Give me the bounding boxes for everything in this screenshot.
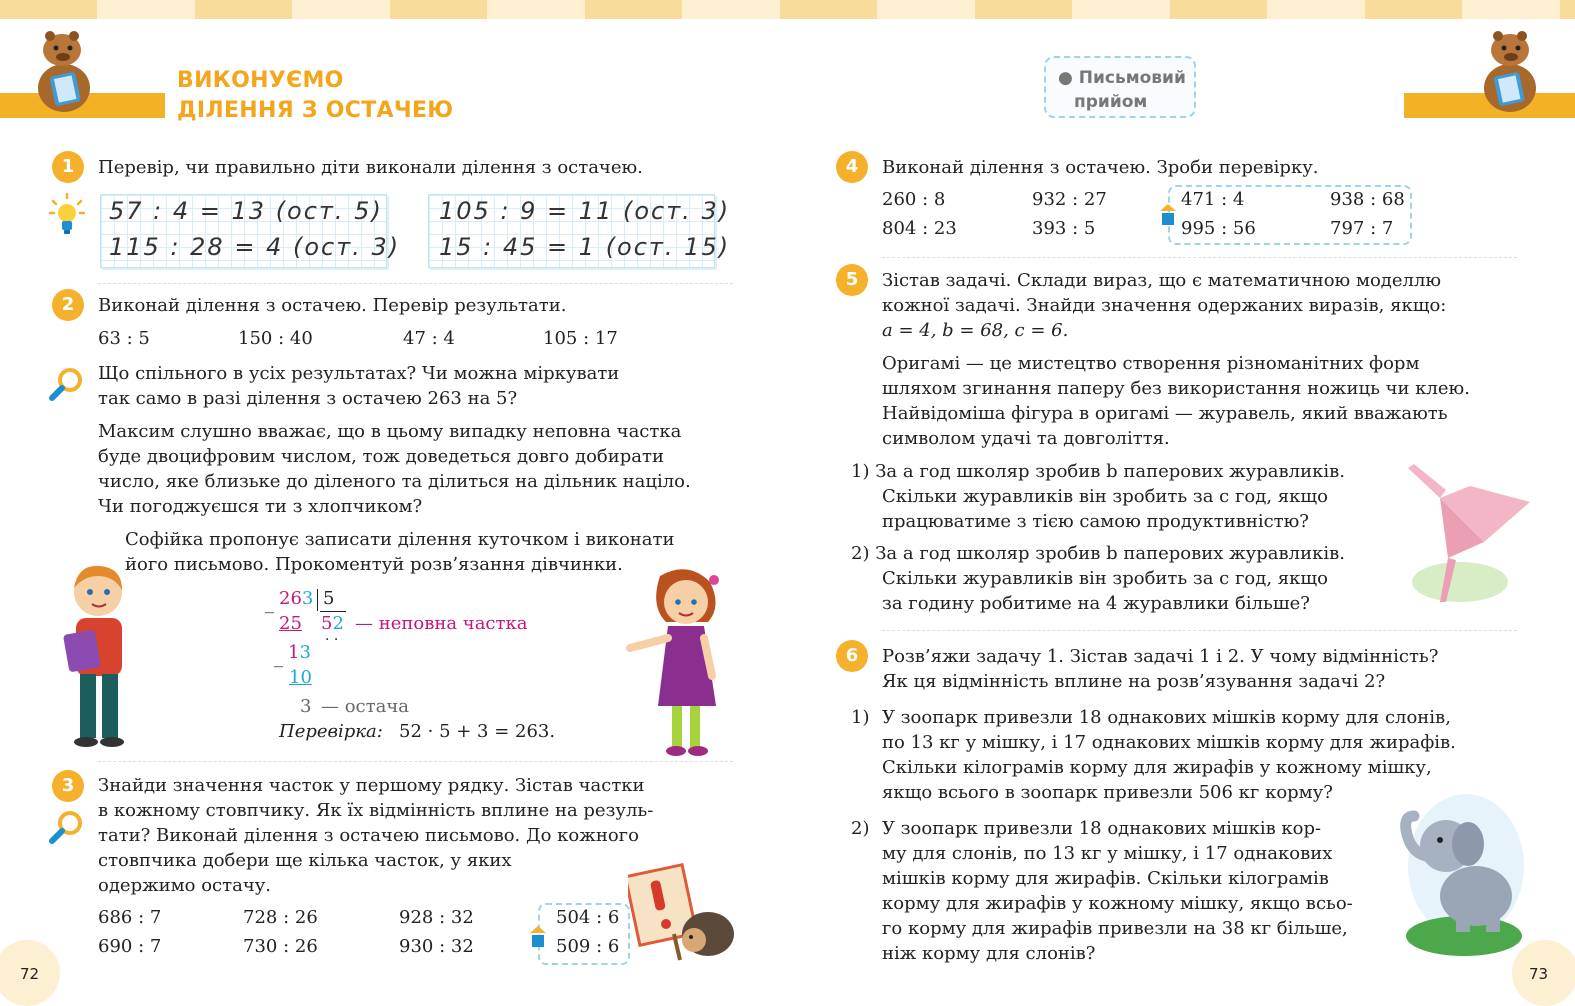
girl-sofiika-illustration	[622, 566, 732, 758]
subtrahend-1: 25	[279, 613, 302, 634]
remainder-1-digit-a: 1	[288, 642, 300, 663]
capybara-reading-illustration-right	[1476, 28, 1544, 114]
task-2-expr-4: 105 : 17	[543, 328, 618, 349]
task-6-number: 6	[836, 640, 868, 672]
task-5-number: 5	[836, 264, 868, 296]
remainder-1	[288, 640, 311, 665]
method-tag-line2: прийом	[1074, 92, 1148, 112]
task-4-box-expr-4: 797 : 7	[1330, 218, 1394, 239]
task-2-expr-2: 150 : 40	[238, 328, 313, 349]
task-2-para-2-line-2: його письмово. Прокоментуй розв’язання дівчинки.	[125, 554, 623, 575]
dividend	[279, 586, 313, 611]
task-6-problem-2-line-6: ніж корму для слонів?	[882, 943, 1096, 964]
page-number-right-badge	[1512, 940, 1575, 1006]
house-marker-icon-2	[1160, 204, 1176, 226]
task-4-number: 4	[836, 151, 868, 183]
task-5-problem-1-line-3: працюватиме з тією самою продуктивністю?	[882, 511, 1309, 532]
minus-sign-2: _	[274, 647, 283, 668]
worked-example-card-1	[100, 194, 401, 268]
task-3-row2-expr-1: 690 : 7	[98, 936, 162, 957]
long-division	[265, 585, 565, 750]
remainder-label: — остача	[321, 696, 409, 717]
remainder-1-digit-b: 3	[299, 642, 311, 663]
task-2-para-1-line-1: Максим слушно вважає, що в цьому випадку неповна частка	[98, 421, 682, 442]
boy-maksym-illustration	[58, 562, 138, 752]
task-5-problem-2-line-3: за годину робитиме на 4 журавлики більше?	[882, 593, 1310, 614]
task-5-values: a = 4, b = 68, c = 6.	[882, 320, 1069, 341]
task-1-number: 1	[52, 151, 84, 183]
separator-3	[882, 257, 1517, 259]
task-4-box-expr-3: 995 : 56	[1181, 218, 1256, 239]
task-2-expr-1: 63 : 5	[98, 328, 150, 349]
task-3-line-1: Знайди значення часток у першому рядку. Зістав частки	[98, 775, 645, 796]
task-3-box-expr-1: 504 : 6	[556, 907, 620, 928]
separator	[98, 283, 733, 285]
task-6-problem-2-number: 2)	[851, 818, 870, 839]
subtrahend-2: 10	[289, 667, 312, 688]
incomplete-quotient-label: — неповна частка	[355, 613, 528, 634]
quotient-digit-1: 5	[321, 613, 333, 634]
task-4-box-expr-1: 471 : 4	[1181, 189, 1245, 210]
task-6-problem-2-line-5: го корму для жирафів привезли на 38 кг більше,	[882, 918, 1348, 939]
card-1-line-2: 115 : 28 = 4 (ост. 3)	[109, 233, 401, 261]
task-2-text: Виконай ділення з остачею. Перевір результати.	[98, 295, 567, 316]
magnifier-icon-2	[49, 809, 85, 845]
task-4-text: Виконай ділення з остачею. Зроби перевірку.	[882, 157, 1319, 178]
task-5-problem-1-line-1: 1) За a год школяр зробив b паперових журавликів.	[851, 461, 1345, 482]
card-1-line-1: 57 : 4 = 13 (ост. 5)	[109, 197, 383, 225]
minus-sign: _	[265, 593, 274, 614]
task-2-number: 2	[52, 289, 84, 321]
task-5-line-1: Зістав задачі. Склади вираз, що є математичною моделлю	[882, 270, 1442, 291]
task-1-text: Перевір, чи правильно діти виконали ділення з остачею.	[98, 157, 643, 178]
worked-example-card-2	[428, 194, 731, 268]
task-6-line-1: Розв’яжи задачу 1. Зістав задачі 1 і 2. У чому відмінність?	[882, 646, 1439, 667]
task-5-problem-2-line-2: Скільки журавликів він зробить за c год, якщо	[882, 568, 1328, 589]
task-4-row2-expr-1: 804 : 23	[882, 218, 957, 239]
task-2-para-1-line-4: Чи погоджуєшся ти з хлопчиком?	[98, 496, 423, 517]
task-3-number: 3	[52, 770, 84, 802]
quotient-digit-2: 2	[332, 613, 344, 634]
task-6-problem-1-number: 1)	[851, 707, 870, 728]
task-3-box-expr-2: 509 : 6	[556, 936, 620, 957]
card-2-line-2: 15 : 45 = 1 (ост. 15)	[439, 233, 731, 261]
check-expression: 52 · 5 + 3 = 263.	[399, 721, 556, 742]
origami-info-line-1: Оригамі — це мистецтво створення різноманітних форм	[882, 353, 1420, 374]
task-5-problem-2-line-1: 2) За a год школяр зробив b паперових журавликів.	[851, 543, 1345, 564]
task-2-para-1-line-3: число, яке близьке до діленого та ділиться на дільник націло.	[98, 471, 691, 492]
lesson-title	[177, 66, 453, 126]
task-3-row2-expr-2: 730 : 26	[243, 936, 318, 957]
page-number-left: 72	[20, 965, 40, 983]
dividend-part-a: 26	[279, 588, 302, 609]
task-6-line-2: Як ця відмінність вплине на розв’язування задачі 2?	[882, 671, 1386, 692]
method-tag-line1: ● Письмовий	[1058, 68, 1186, 88]
task-2-para-2-line-1: Софійка пропонує записати ділення куточком і виконати	[125, 529, 675, 550]
task-5-line-2: кожної задачі. Знайди значення одержаних виразів, якщо:	[882, 295, 1447, 316]
task-5-problem-1-line-2: Скільки журавликів він зробить за c год, якщо	[882, 486, 1328, 507]
card-2-line-1: 105 : 9 = 11 (ост. 3)	[439, 197, 731, 225]
divisor: 5	[323, 588, 335, 609]
task-4-box-expr-2: 938 : 68	[1330, 189, 1405, 210]
dividend-part-b: 3	[301, 588, 314, 609]
task-6-problem-1-line-4: якщо всього в зоопарк привезли 506 кг корму?	[882, 782, 1333, 803]
task-6-problem-2-line-1: У зоопарк привезли 18 однакових мішків кор-	[882, 818, 1322, 839]
task-4-row2-expr-2: 393 : 5	[1032, 218, 1096, 239]
task-3-row1-expr-3: 928 : 32	[399, 907, 474, 928]
task-6-problem-2-line-4: корму для жирафів у кожному мішку, якщо всьо-	[882, 893, 1353, 914]
task-3-line-5: одержимо остачу.	[98, 875, 272, 896]
task-6-problem-1-line-1: У зоопарк привезли 18 однакових мішків корму для слонів,	[882, 707, 1451, 728]
house-marker-icon	[530, 926, 546, 948]
lightbulb-icon	[49, 193, 85, 237]
task-3-line-2: в кожному стовпчику. Як їх відмінність вплине на резуль-	[98, 800, 654, 821]
hedgehog-warning-sign-illustration	[628, 862, 736, 962]
task-6-problem-2-line-3: мішків корму для жирафів. Скільки кілограмів	[882, 868, 1329, 889]
lesson-title-line1: ВИКОНУЄМО	[177, 68, 344, 93]
method-tag	[1044, 56, 1196, 118]
task-2-expr-3: 47 : 4	[403, 328, 455, 349]
task-6-problem-2-line-2: му для слонів, по 13 кг у мішку, і 17 однакових	[882, 843, 1333, 864]
task-3-row1-expr-2: 728 : 26	[243, 907, 318, 928]
division-bar-vertical	[317, 589, 318, 611]
check-label: Перевірка:	[279, 721, 383, 742]
capybara-reading-illustration	[30, 28, 98, 114]
task-2-para-1-line-2: буде двоцифровим числом, тож доведеться довго добирати	[98, 446, 664, 467]
origami-info-line-4: символом удачі та довголіття.	[882, 428, 1170, 449]
task-4-row1-expr-2: 932 : 27	[1032, 189, 1107, 210]
elephant-illustration	[1396, 786, 1528, 958]
task-6-problem-1-line-3: Скільки кілограмів корму для жирафів у кожному мішку,	[882, 757, 1432, 778]
origami-crane-illustration	[1400, 458, 1532, 606]
task-4-row1-expr-1: 260 : 8	[882, 189, 946, 210]
top-stripe	[0, 0, 1575, 19]
page-number-right: 73	[1529, 965, 1549, 983]
quotient-dots: · ·	[325, 632, 339, 648]
task-3-row1-expr-1: 686 : 7	[98, 907, 162, 928]
magnifier-icon	[49, 366, 85, 402]
origami-info-line-3: Найвідоміша фігура в оригамі — журавель, який вважають	[882, 403, 1448, 424]
task-3-line-3: тати? Виконай ділення з остачею письмово. До кожного	[98, 825, 639, 846]
separator-4	[882, 630, 1517, 632]
final-remainder: 3	[300, 696, 312, 717]
origami-info-line-2: шляхом згинання паперу без використання ножиць чи клею.	[882, 378, 1470, 399]
task-2-question-line-1: Що спільного в усіх результатах? Чи можна міркувати	[98, 363, 620, 384]
task-3-row2-expr-3: 930 : 32	[399, 936, 474, 957]
page-number-left-badge	[0, 940, 60, 1006]
separator-2	[98, 761, 733, 763]
task-2-question-line-2: так само в разі ділення з остачею 263 на 5?	[98, 388, 518, 409]
task-6-problem-1-line-2: по 13 кг у мішку, і 17 однакових мішків корму для жирафів.	[882, 732, 1456, 753]
lesson-title-line2: ДІЛЕННЯ З ОСТАЧЕЮ	[177, 98, 454, 123]
task-3-line-4: стовпчика добери ще кілька часток, у яких	[98, 850, 512, 871]
